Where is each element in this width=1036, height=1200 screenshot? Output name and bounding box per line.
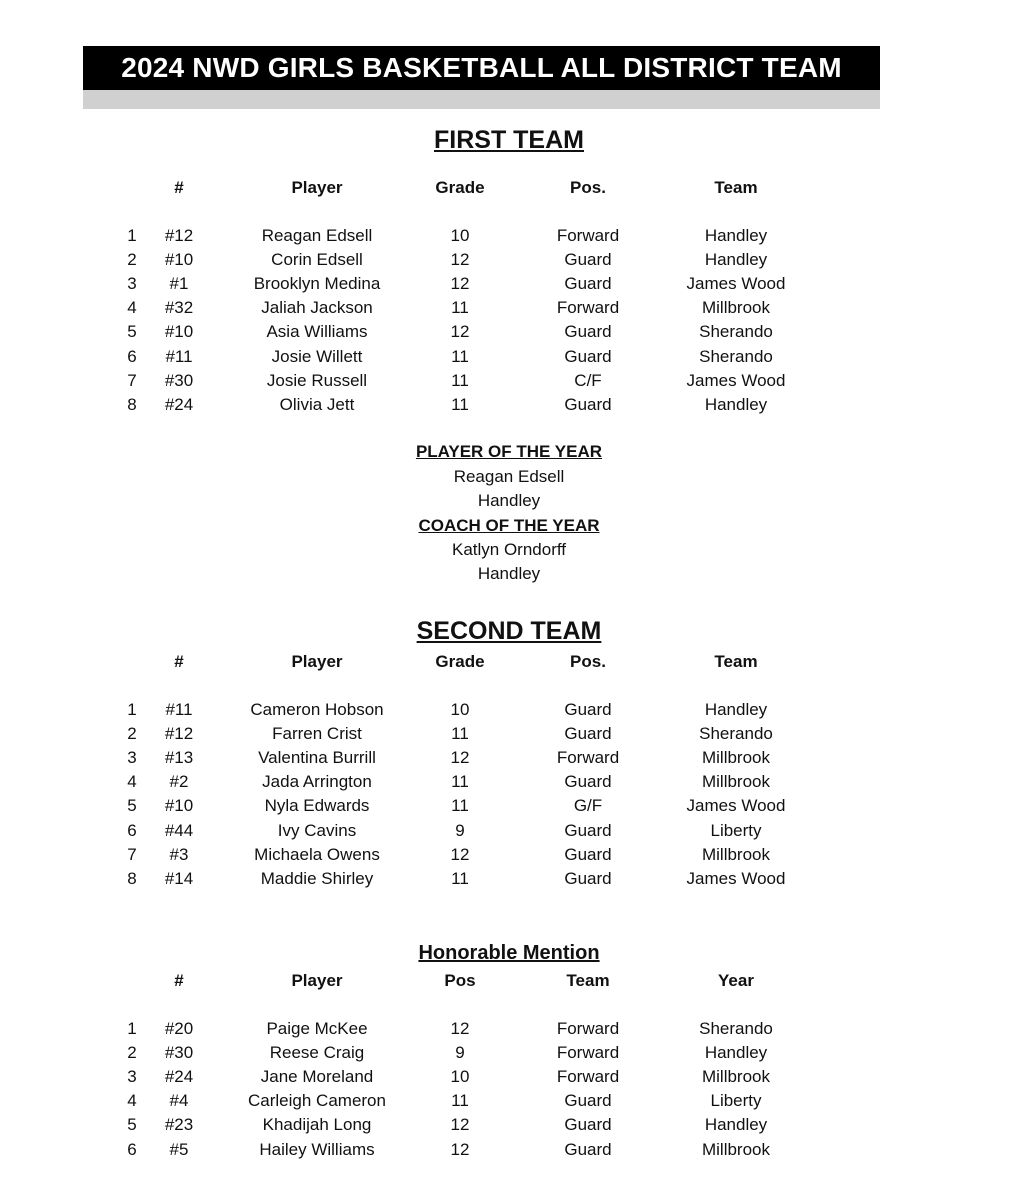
grade: 11 bbox=[451, 394, 469, 414]
row-index: 1 bbox=[127, 700, 137, 719]
grade: 11 bbox=[451, 298, 469, 318]
team: James Wood bbox=[686, 796, 786, 816]
position: Guard bbox=[564, 724, 612, 744]
second-team-row bbox=[0, 698, 1036, 722]
second-team-row bbox=[0, 794, 1036, 818]
player-name: Corin Edsell bbox=[271, 250, 363, 270]
honorable-mention-header-row bbox=[0, 969, 1036, 993]
grade: 10 bbox=[450, 226, 470, 245]
first-team-heading: FIRST TEAM bbox=[434, 126, 584, 154]
row-index: 8 bbox=[127, 868, 137, 888]
grade: 11 bbox=[451, 796, 469, 816]
team: James Wood bbox=[686, 868, 786, 888]
jersey-number: #30 bbox=[164, 370, 194, 390]
position: Guard bbox=[564, 250, 612, 270]
first-team-row bbox=[0, 224, 1036, 248]
team: Millbrook bbox=[701, 772, 771, 792]
second-team-row bbox=[0, 746, 1036, 770]
honorable-mention-row bbox=[0, 1041, 1036, 1065]
team: Sherando bbox=[699, 724, 773, 744]
jersey-number: #4 bbox=[169, 1091, 189, 1111]
col-number-header: # bbox=[174, 652, 184, 671]
position: Forward bbox=[556, 226, 620, 245]
team: Liberty bbox=[710, 820, 762, 840]
jersey-number: #10 bbox=[164, 250, 194, 270]
position: Forward bbox=[556, 748, 620, 768]
team: Forward bbox=[556, 1019, 620, 1038]
player-name: Josie Willett bbox=[271, 346, 363, 366]
jersey-number: #12 bbox=[164, 226, 194, 245]
player-name: Asia Williams bbox=[266, 322, 368, 342]
second-team-row bbox=[0, 770, 1036, 794]
player-of-year-name: Reagan Edsell bbox=[453, 467, 565, 486]
row-index: 2 bbox=[127, 250, 137, 270]
row-index: 4 bbox=[127, 298, 137, 318]
position: Guard bbox=[564, 394, 612, 414]
position: Guard bbox=[564, 772, 612, 792]
row-index: 1 bbox=[127, 226, 137, 245]
pos: 12 bbox=[450, 1019, 470, 1038]
row-index: 5 bbox=[127, 796, 137, 816]
honorable-mention-row bbox=[0, 1089, 1036, 1113]
grade: 11 bbox=[451, 772, 469, 792]
first-team-row bbox=[0, 320, 1036, 344]
coach-of-year-team: Handley bbox=[477, 564, 541, 583]
jersey-number: #1 bbox=[169, 274, 189, 294]
row-index: 3 bbox=[127, 274, 137, 294]
col-year-header: Year bbox=[718, 971, 754, 990]
grade: 11 bbox=[451, 724, 469, 744]
grade: 12 bbox=[450, 844, 470, 864]
position: G/F bbox=[573, 796, 603, 816]
row-index: 4 bbox=[127, 1091, 137, 1111]
coach-of-year-heading: COACH OF THE YEAR bbox=[418, 516, 600, 535]
col-player-header: Player bbox=[291, 178, 343, 197]
jersey-number: #13 bbox=[164, 748, 194, 768]
team: James Wood bbox=[686, 274, 786, 294]
col-number-header: # bbox=[174, 971, 184, 990]
row-index: 2 bbox=[127, 1043, 137, 1063]
row-index: 8 bbox=[127, 394, 137, 414]
honorable-mention-row bbox=[0, 1017, 1036, 1041]
col-team-header: Team bbox=[714, 178, 758, 197]
position: Guard bbox=[564, 868, 612, 888]
col-position-header: Pos. bbox=[570, 652, 606, 671]
position: Forward bbox=[556, 298, 620, 318]
first-team-row bbox=[0, 296, 1036, 320]
player-name: Jada Arrington bbox=[262, 772, 372, 792]
jersey-number: #11 bbox=[165, 346, 193, 366]
grade: 12 bbox=[450, 748, 470, 768]
team: Handley bbox=[704, 250, 768, 270]
year: Sherando bbox=[699, 1019, 773, 1038]
team: Forward bbox=[556, 1067, 620, 1087]
position: Guard bbox=[564, 844, 612, 864]
player-name: Carleigh Cameron bbox=[248, 1091, 386, 1111]
row-index: 3 bbox=[127, 748, 137, 768]
player-name: Khadijah Long bbox=[262, 1115, 372, 1135]
first-team-row bbox=[0, 248, 1036, 272]
jersey-number: #14 bbox=[164, 868, 194, 888]
grade: 9 bbox=[455, 820, 465, 840]
jersey-number: #32 bbox=[164, 298, 194, 318]
honorable-mention-row bbox=[0, 1138, 1036, 1162]
player-name: Brooklyn Medina bbox=[253, 274, 381, 294]
year: Liberty bbox=[710, 1091, 762, 1111]
jersey-number: #3 bbox=[169, 844, 189, 864]
position: Guard bbox=[564, 322, 612, 342]
player-name: Maddie Shirley bbox=[260, 868, 374, 888]
jersey-number: #20 bbox=[164, 1019, 194, 1038]
second-team-row bbox=[0, 722, 1036, 746]
position: Guard bbox=[564, 346, 612, 366]
player-of-year-team: Handley bbox=[477, 491, 541, 510]
team: Millbrook bbox=[701, 298, 771, 318]
col-number-header: # bbox=[174, 178, 184, 197]
team: James Wood bbox=[686, 370, 786, 390]
player-name: Valentina Burrill bbox=[258, 748, 376, 768]
year: Handley bbox=[704, 1115, 768, 1135]
grade: 12 bbox=[450, 274, 470, 294]
position: Guard bbox=[564, 274, 612, 294]
honorable-mention-heading: Honorable Mention bbox=[418, 942, 600, 964]
jersey-number: #23 bbox=[164, 1115, 194, 1135]
first-team-row bbox=[0, 369, 1036, 393]
player-name: Paige McKee bbox=[266, 1019, 368, 1038]
col-player-header: Player bbox=[291, 652, 343, 671]
grade: 12 bbox=[450, 322, 470, 342]
document-title: 2024 NWD GIRLS BASKETBALL ALL DISTRICT TEAM bbox=[83, 46, 880, 90]
jersey-number: #2 bbox=[169, 772, 189, 792]
grade: 11 bbox=[451, 370, 469, 390]
title-underbar bbox=[83, 90, 880, 109]
first-team-row bbox=[0, 345, 1036, 369]
year: Millbrook bbox=[701, 1067, 771, 1087]
row-index: 2 bbox=[127, 724, 137, 744]
team: Guard bbox=[564, 1091, 612, 1111]
position: Guard bbox=[564, 700, 612, 719]
position: C/F bbox=[574, 370, 602, 390]
col-team-header: Team bbox=[714, 652, 758, 671]
team: Guard bbox=[564, 1115, 612, 1135]
player-of-year-heading: PLAYER OF THE YEAR bbox=[415, 442, 603, 461]
second-team-row bbox=[0, 819, 1036, 843]
row-index: 4 bbox=[127, 772, 137, 792]
player-name: Hailey Williams bbox=[259, 1139, 375, 1159]
row-index: 1 bbox=[127, 1019, 137, 1038]
team: Handley bbox=[704, 226, 768, 245]
row-index: 5 bbox=[127, 322, 137, 342]
honorable-mention-row bbox=[0, 1065, 1036, 1089]
row-index: 6 bbox=[127, 1139, 137, 1159]
jersey-number: #10 bbox=[164, 322, 194, 342]
team: Handley bbox=[704, 700, 768, 719]
jersey-number: #30 bbox=[164, 1043, 194, 1063]
pos: 10 bbox=[450, 1067, 470, 1087]
second-team-header-row bbox=[0, 650, 1036, 674]
pos: 11 bbox=[451, 1091, 469, 1111]
col-player-header: Player bbox=[291, 971, 343, 990]
year: Millbrook bbox=[701, 1139, 771, 1159]
grade: 11 bbox=[451, 346, 469, 366]
coach-of-year-name: Katlyn Orndorff bbox=[451, 540, 567, 559]
team: Forward bbox=[556, 1043, 620, 1063]
player-name: Ivy Cavins bbox=[277, 820, 357, 840]
row-index: 7 bbox=[127, 370, 137, 390]
player-name: Jaliah Jackson bbox=[261, 298, 373, 318]
player-name: Olivia Jett bbox=[279, 394, 355, 414]
team: Sherando bbox=[699, 322, 773, 342]
pos: 12 bbox=[450, 1139, 470, 1159]
row-index: 6 bbox=[127, 820, 137, 840]
first-team-row bbox=[0, 272, 1036, 296]
col-grade-header: Grade bbox=[435, 652, 485, 671]
team: Millbrook bbox=[701, 748, 771, 768]
player-name: Reagan Edsell bbox=[261, 226, 373, 245]
jersey-number: #11 bbox=[165, 700, 193, 719]
first-team-header-row bbox=[0, 176, 1036, 200]
second-team-heading: SECOND TEAM bbox=[416, 617, 602, 645]
grade: 10 bbox=[450, 700, 470, 719]
second-team-row bbox=[0, 867, 1036, 891]
player-name: Jane Moreland bbox=[260, 1067, 374, 1087]
team: Millbrook bbox=[701, 844, 771, 864]
col-team-header: Team bbox=[566, 971, 610, 990]
first-team-row bbox=[0, 393, 1036, 417]
jersey-number: #10 bbox=[164, 796, 194, 816]
row-index: 7 bbox=[127, 844, 137, 864]
year: Handley bbox=[704, 1043, 768, 1063]
row-index: 3 bbox=[127, 1067, 137, 1087]
player-name: Josie Russell bbox=[266, 370, 368, 390]
player-name: Reese Craig bbox=[269, 1043, 365, 1063]
jersey-number: #12 bbox=[164, 724, 194, 744]
row-index: 5 bbox=[127, 1115, 137, 1135]
second-team-row bbox=[0, 843, 1036, 867]
team: Sherando bbox=[699, 346, 773, 366]
pos: 9 bbox=[455, 1043, 465, 1063]
player-name: Michaela Owens bbox=[254, 844, 380, 864]
team: Guard bbox=[564, 1139, 612, 1159]
player-name: Cameron Hobson bbox=[250, 700, 384, 719]
col-position-header: Pos. bbox=[570, 178, 606, 197]
row-index: 6 bbox=[127, 346, 137, 366]
jersey-number: #24 bbox=[164, 1067, 194, 1087]
col-grade-header: Grade bbox=[435, 178, 485, 197]
player-name: Farren Crist bbox=[272, 724, 362, 744]
jersey-number: #44 bbox=[164, 820, 194, 840]
grade: 12 bbox=[450, 250, 470, 270]
player-name: Nyla Edwards bbox=[264, 796, 370, 816]
position: Guard bbox=[564, 820, 612, 840]
grade: 11 bbox=[451, 868, 469, 888]
jersey-number: #24 bbox=[164, 394, 194, 414]
team: Handley bbox=[704, 394, 768, 414]
pos: 12 bbox=[450, 1115, 470, 1135]
jersey-number: #5 bbox=[169, 1139, 189, 1159]
col-pos-header: Pos bbox=[444, 971, 476, 990]
honorable-mention-row bbox=[0, 1113, 1036, 1137]
